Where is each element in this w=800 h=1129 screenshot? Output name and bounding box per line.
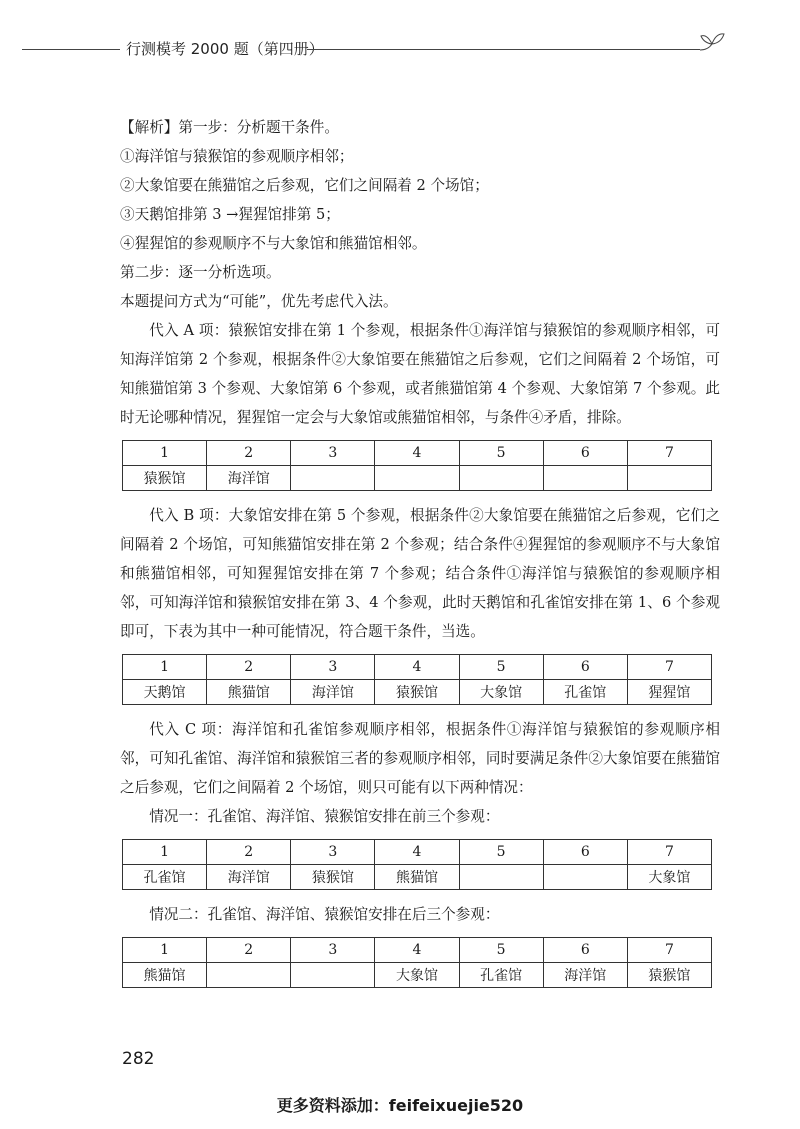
header-title: 行测模考 2000 题（第四册） [126, 40, 324, 58]
footer-note: 更多资料添加：feifeixuejie520 [276, 1096, 524, 1115]
condition-3: ③天鹅馆排第 3 →猩猩馆排第 5； [120, 206, 340, 223]
table-cell: 海洋馆 [207, 865, 291, 890]
running-header [22, 30, 722, 70]
table-cell: 海洋馆 [291, 680, 375, 705]
table-cell: 大象馆 [459, 680, 543, 705]
table-cell: 6 [543, 441, 627, 466]
table-cell: 1 [123, 840, 207, 865]
table-cell [459, 865, 543, 890]
analysis-step2: 第二步：逐一分析选项。 [120, 264, 281, 281]
table-cell: 猩猩馆 [627, 680, 711, 705]
table-cell: 7 [627, 840, 711, 865]
table-cell: 海洋馆 [543, 963, 627, 988]
table-cell: 3 [291, 938, 375, 963]
table-cell: 熊猫馆 [123, 963, 207, 988]
table-cell: 3 [291, 655, 375, 680]
analysis-step1-text: 第一步：分析题干条件。 [178, 119, 339, 136]
table-cell: 2 [207, 655, 291, 680]
table-cell [543, 466, 627, 491]
table-cell: 7 [627, 441, 711, 466]
table-row [123, 680, 712, 705]
table-cell: 5 [459, 441, 543, 466]
table-cell: 6 [543, 655, 627, 680]
analysis-method: 本题提问方式为“可能”，优先考虑代入法。 [120, 293, 398, 310]
option-a-analysis: 代入 A 项：猿猴馆安排在第 1 个参观，根据条件①海洋馆与猿猴馆的参观顺序相邻，可知海洋馆第 2 个参观，根据条件②大象馆要在熊猫馆之后参观，它们之间隔着 2 个场馆，可知熊猫馆第 3 个参观、大象馆第 6 个参观，或者熊猫馆第 4 个参观、大象馆第 7 个参观。此时无论哪种情况，猩猩馆一定会与大象馆或熊猫馆相邻，与条件④矛盾，排除。 [120, 322, 720, 426]
table-cell: 5 [459, 840, 543, 865]
table-cell: 6 [543, 840, 627, 865]
analysis-step1 [120, 113, 720, 142]
table-cell: 3 [291, 840, 375, 865]
table-cell: 7 [627, 938, 711, 963]
option-b-analysis: 代入 B 项：大象馆安排在第 5 个参观，根据条件②大象馆要在熊猫馆之后参观，它们之间隔着 2 个场馆，可知熊猫馆安排在第 2 个参观；结合条件④猩猩馆的参观顺序不与大象馆和熊猫馆相邻，可知猩猩馆安排在第 7 个参观；结合条件①海洋馆与猿猴馆的参观顺序相邻，可知海洋馆和猿猴馆安排在第 3、4 个参观，此时天鹅馆和孔雀馆安排在第 1、6 个参观即可，下表为其中一种可能情况，符合题干条件，当选。 [120, 507, 720, 640]
table-cell: 熊猫馆 [375, 865, 459, 890]
table-row [123, 963, 712, 988]
table-cell: 4 [375, 840, 459, 865]
table-cell: 5 [459, 938, 543, 963]
table-cell: 天鹅馆 [123, 680, 207, 705]
table-cell: 7 [627, 655, 711, 680]
table-cell: 4 [375, 938, 459, 963]
table-cell: 2 [207, 441, 291, 466]
table-cell: 1 [123, 655, 207, 680]
table-cell: 2 [207, 938, 291, 963]
table-cell: 2 [207, 840, 291, 865]
header-rule-right [307, 49, 700, 50]
condition-2: ②大象馆要在熊猫馆之后参观，它们之间隔着 2 个场馆； [120, 177, 489, 194]
table-cell: 大象馆 [627, 865, 711, 890]
sprout-icon [698, 30, 726, 54]
table-cell [375, 466, 459, 491]
table-header-row [123, 441, 712, 466]
table-cell: 4 [375, 655, 459, 680]
table-header-row [123, 655, 712, 680]
table-cell: 猿猴馆 [375, 680, 459, 705]
table-cell: 猿猴馆 [291, 865, 375, 890]
case-2-label: 情况二：孔雀馆、海洋馆、猿猴馆安排在后三个参观： [149, 906, 500, 923]
case-1-label: 情况一：孔雀馆、海洋馆、猿猴馆安排在前三个参观： [149, 808, 500, 825]
table-cell [291, 466, 375, 491]
table-case-2 [122, 937, 712, 988]
table-cell: 5 [459, 655, 543, 680]
table-header-row [123, 938, 712, 963]
table-cell [207, 963, 291, 988]
table-cell [627, 466, 711, 491]
analysis-label: 【解析】 [120, 119, 179, 136]
table-cell: 3 [291, 441, 375, 466]
table-case-1 [122, 839, 712, 890]
table-cell [291, 963, 375, 988]
option-c-analysis: 代入 C 项：海洋馆和孔雀馆参观顺序相邻，根据条件①海洋馆与猿猴馆的参观顺序相邻，可知孔雀馆、海洋馆和猿猴馆三者的参观顺序相邻，同时要满足条件②大象馆要在熊猫馆之后参观，它们之间隔着 2 个场馆，则只可能有以下两种情况： [120, 721, 720, 796]
table-cell: 孔雀馆 [543, 680, 627, 705]
header-rule-left [22, 49, 120, 50]
table-row [123, 865, 712, 890]
table-cell: 猿猴馆 [627, 963, 711, 988]
analysis-content [120, 113, 720, 998]
table-cell: 1 [123, 938, 207, 963]
table-option-a [122, 440, 712, 491]
table-cell: 1 [123, 441, 207, 466]
table-cell: 猿猴馆 [123, 466, 207, 491]
table-cell: 4 [375, 441, 459, 466]
page-number: 282 [122, 1049, 155, 1069]
table-cell: 孔雀馆 [459, 963, 543, 988]
table-header-row [123, 840, 712, 865]
table-cell [459, 466, 543, 491]
table-cell [543, 865, 627, 890]
table-option-b [122, 654, 712, 705]
table-cell: 6 [543, 938, 627, 963]
table-cell: 熊猫馆 [207, 680, 291, 705]
table-cell: 孔雀馆 [123, 865, 207, 890]
table-row [123, 466, 712, 491]
condition-1: ①海洋馆与猿猴馆的参观顺序相邻； [120, 148, 354, 165]
table-cell: 大象馆 [375, 963, 459, 988]
table-cell: 海洋馆 [207, 466, 291, 491]
condition-4: ④猩猩馆的参观顺序不与大象馆和熊猫馆相邻。 [120, 235, 427, 252]
